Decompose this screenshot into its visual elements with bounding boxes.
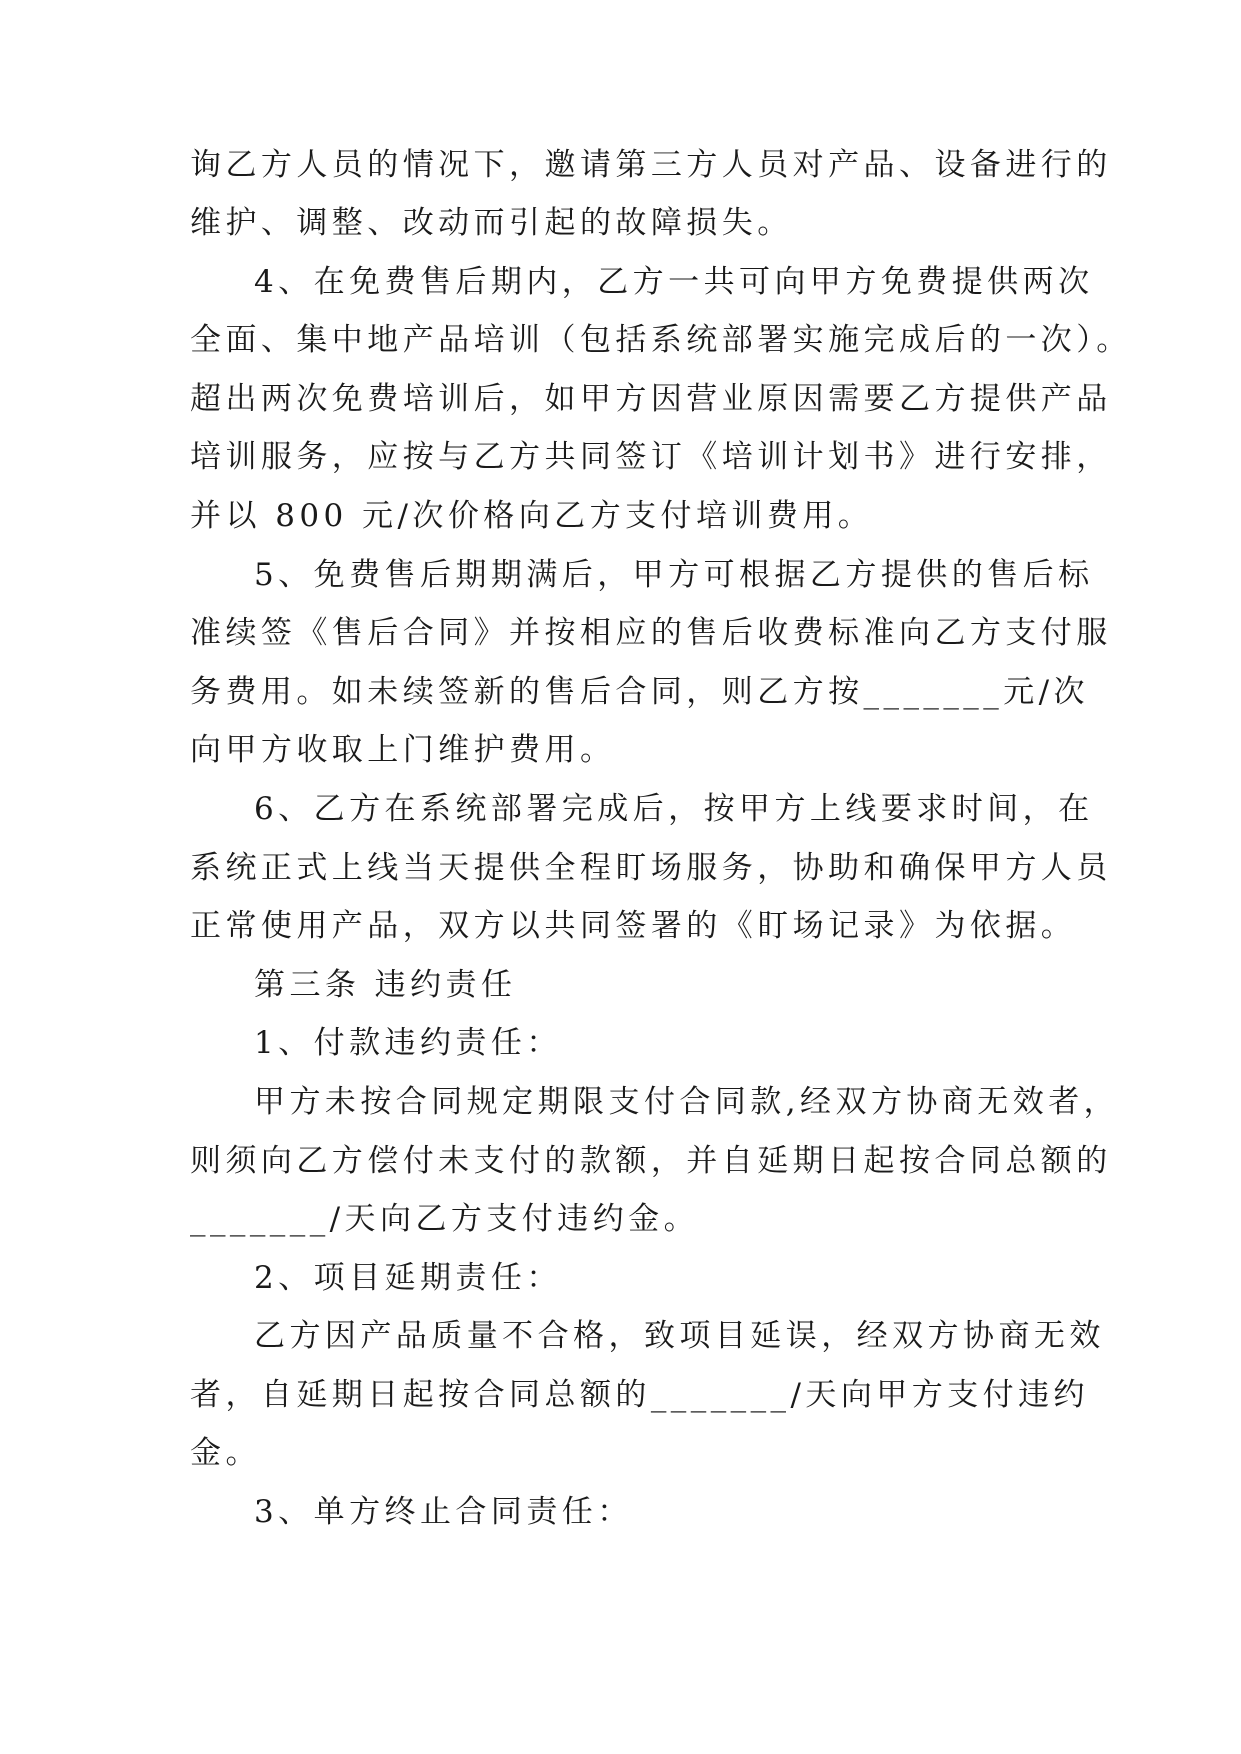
text-line: 1、付款违约责任： — [254, 1025, 562, 1061]
text-line: 4、在免费售后期内，乙方一共可向甲方免费提供两次 — [254, 264, 1094, 300]
text-line: 则须向乙方偿付未支付的款额，并自延期日起按合同总额的 — [190, 1143, 1112, 1179]
text-line: 5、免费售后期期满后，甲方可根据乙方提供的售后标 — [254, 557, 1094, 593]
text-line: 系统正式上线当天提供全程盯场服务，协助和确保甲方人员 — [190, 850, 1112, 886]
text-line: 2、项目延期责任： — [254, 1260, 562, 1296]
text-line: 超出两次免费培训后，如甲方因营业原因需要乙方提供产品 — [190, 381, 1112, 417]
text-line: 并以 800 元/次价格向乙方支付培训费用。 — [190, 498, 874, 534]
text-line: _______/天向乙方支付违约金。 — [190, 1201, 700, 1237]
text-line: 6、乙方在系统部署完成后，按甲方上线要求时间，在 — [254, 791, 1094, 827]
text-line: 向甲方收取上门维护费用。 — [190, 732, 616, 768]
text-line: 全面、集中地产品培训（包括系统部署实施完成后的一次）。 — [190, 322, 1132, 358]
text-line: 务费用。如未续签新的售后合同，则乙方按_______元/次 — [190, 674, 1089, 710]
text-line: 准续签《售后合同》并按相应的售后收费标准向乙方支付服 — [190, 615, 1112, 651]
text-line: 甲方未按合同规定期限支付合同款,经双方协商无效者， — [254, 1084, 1120, 1120]
text-line: 培训服务，应按与乙方共同签订《培训计划书》进行安排， — [190, 439, 1112, 475]
text-line: 乙方因产品质量不合格，致项目延误，经双方协商无效 — [254, 1318, 1105, 1354]
text-line: 3、单方终止合同责任： — [254, 1494, 633, 1530]
section-heading: 第三条 违约责任 — [254, 967, 517, 1003]
text-line: 询乙方人员的情况下，邀请第三方人员对产品、设备进行的 — [190, 147, 1112, 183]
text-line: 者，自延期日起按合同总额的_______/天向甲方支付违约 — [190, 1377, 1089, 1413]
text-line: 金。 — [190, 1435, 261, 1471]
text-line: 维护、调整、改动而引起的故障损失。 — [190, 205, 793, 241]
text-line: 正常使用产品，双方以共同签署的《盯场记录》为依据。 — [190, 908, 1077, 944]
